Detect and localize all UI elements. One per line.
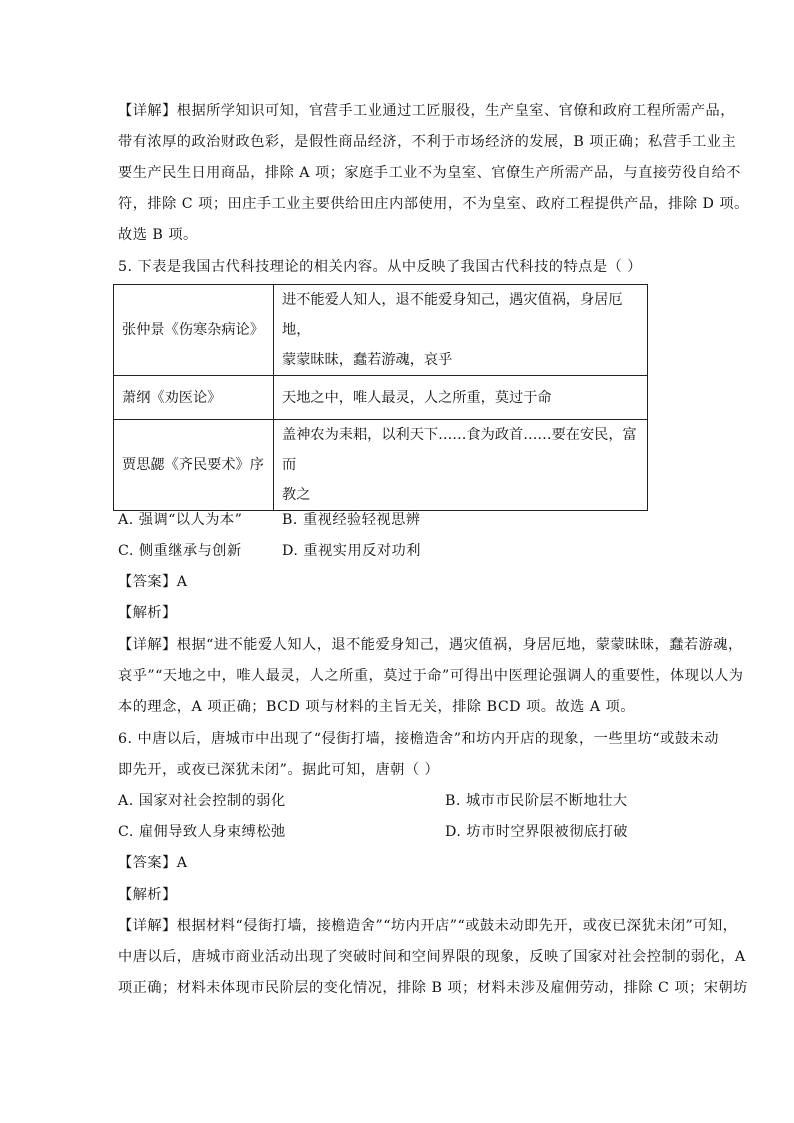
q5-stem: 5. 下表是我国古代科技理论的相关内容。从中反映了我国古代科技的特点是（ ） bbox=[118, 259, 642, 275]
q6-option-c: C. 雇佣导致人身束缚松弛 bbox=[118, 824, 286, 840]
content-line: 教之 bbox=[282, 487, 311, 503]
q6-stem-line: 即先开，或夜已深犹未闭”。据此可知，唐朝（ ） bbox=[118, 762, 440, 778]
q6-option-b: B. 城市市民阶层不断地壮大 bbox=[445, 793, 628, 809]
q6-detail-line: 项正确；材料未体现市民阶层的变化情况，排除 B 项；材料未涉及雇佣劳动，排除 C 项；宋朝坊 bbox=[118, 980, 748, 996]
table-cell-content bbox=[274, 376, 648, 420]
content-line: 盖神农为耒耜，以利天下……食为政首……要在安民，富而 bbox=[282, 427, 637, 473]
q6-answer: 【答案】A bbox=[118, 855, 188, 871]
table-cell-source: 萧纲《劝医论》 bbox=[114, 376, 274, 420]
table-cell-content bbox=[274, 285, 648, 376]
q5-option-c: C. 侧重继承与创新 bbox=[118, 543, 242, 559]
q6-option-a: A. 国家对社会控制的弱化 bbox=[118, 793, 286, 809]
content-line: 天地之中，唯人最灵，人之所重，莫过于命 bbox=[282, 389, 552, 406]
table-row bbox=[114, 376, 648, 420]
q5-option-a: A. 强调“以人为本” bbox=[118, 512, 243, 528]
content-line: 进不能爱人知人，退不能爱身知己，遇灾值祸，身居厄地， bbox=[282, 292, 623, 338]
q4-detail-line: 带有浓厚的政治财政色彩，是假性商品经济，不利于市场经济的发展，B 项正确；私营手工业主 bbox=[118, 134, 737, 150]
q5-answer: 【答案】A bbox=[118, 574, 188, 590]
content-line: 蒙蒙昧昧，蠢若游魂，哀乎 bbox=[282, 352, 453, 368]
q6-detail-line: 【详解】根据材料“侵街打墙，接檐造舍”“坊内开店”“或鼓未动即先开，或夜已深犹未闭”可知， bbox=[118, 918, 738, 934]
q6-option-d: D. 坊市时空界限被彻底打破 bbox=[445, 824, 628, 840]
table-row bbox=[114, 285, 648, 376]
table-row bbox=[114, 420, 648, 511]
q6-stem-line: 6. 中唐以后，唐城市中出现了“侵街打墙，接檐造舍”和坊内开店的现象，一些里坊“或鼓未动 bbox=[118, 731, 719, 747]
q4-detail-line: 故选 B 项。 bbox=[118, 227, 198, 243]
q5-detail-line: 本的理念，A 项正确；BCD 项与材料的主旨无关，排除 BCD 项。故选 A 项。 bbox=[118, 699, 635, 715]
q5-option-b: B. 重视经验轻视思辨 bbox=[282, 512, 421, 528]
table-cell-content bbox=[274, 420, 648, 511]
q5-detail-line: 哀乎”“天地之中，唯人最灵，人之所重，莫过于命”可得出中医理论强调人的重要性，体现以人为 bbox=[118, 668, 744, 684]
q6-analysis-label: 【解析】 bbox=[118, 887, 177, 903]
q4-detail-line: 要生产民生日用商品，排除 A 项；家庭手工业不为皇室、官僚生产所需产品，与直接劳役自给不 bbox=[118, 165, 741, 181]
q6-detail-line: 中唐以后，唐城市商业活动出现了突破时间和空间界限的现象，反映了国家对社会控制的弱化，A bbox=[118, 949, 746, 965]
q5-material-table bbox=[113, 284, 648, 511]
q5-option-d: D. 重视实用反对功利 bbox=[282, 543, 421, 559]
q5-analysis-label: 【解析】 bbox=[118, 605, 177, 621]
table-cell-source: 张仲景《伤寒杂病论》 bbox=[114, 285, 274, 376]
q4-detail-line: 【详解】根据所学知识可知，官营手工业通过工匠服役，生产皇室、官僚和政府工程所需产品， bbox=[118, 103, 735, 119]
table-cell-source: 贾思勰《齐民要术》序 bbox=[114, 420, 274, 511]
q5-detail-line: 【详解】根据“进不能爱人知人，退不能爱身知己，遇灾值祸，身居厄地，蒙蒙昧昧，蠢若游魂， bbox=[118, 637, 743, 653]
q4-detail-line: 符，排除 C 项；田庄手工业主要供给田庄内部使用，不为皇室、政府工程提供产品，排除 D 项。 bbox=[118, 196, 749, 212]
